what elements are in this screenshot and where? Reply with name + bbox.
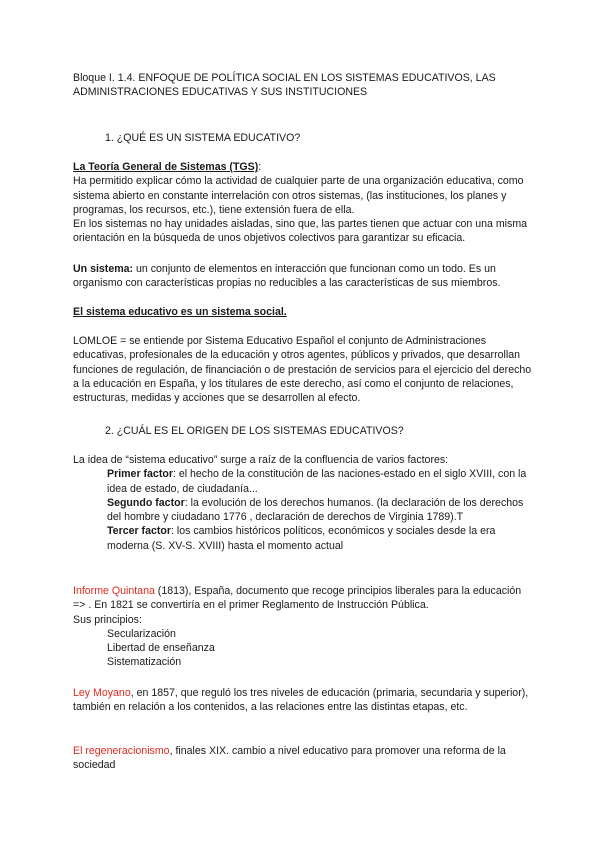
origen-block [73, 453, 533, 553]
factor-1-label: Primer factor [107, 468, 173, 481]
page-title [73, 71, 543, 100]
principio-3: Sistematización [107, 656, 182, 669]
regen-label: El regeneracionismo [73, 745, 170, 757]
tgs-colon: : [258, 161, 262, 173]
principio-1: Secularización [107, 627, 176, 640]
quintana-label: Informe Quintana [73, 585, 155, 597]
factor-3-label: Tercer factor [107, 525, 171, 538]
title-line-1: Bloque I. 1.4. ENFOQUE DE POLÍTICA SOCIAL EN LOS SISTEMAS EDUCATIVOS, LAS [73, 72, 496, 84]
origen-intro: La idea de “sistema educativo” surge a raíz de la confluencia de varios factores: [73, 454, 449, 466]
quintana-text: (1813), España, documento que recoge principios liberales para la educación => . En 1821 se convertiría en el primer Reglamento de Instrucción Pública. [73, 585, 522, 612]
principio-2: Libertad de enseñanza [107, 642, 215, 655]
tgs-heading: La Teoría General de Sistemas (TGS) [73, 161, 259, 173]
sistema-text: un conjunto de elementos en interacción que funcionan como un todo. Es un organismo con características propias no reducibles a las características de sus miembros. [73, 263, 501, 290]
lomloe-paragraph: LOMLOE = se entiende por Sistema Educativo Español el conjunto de Administraciones educativas, profesionales de la educación y otros agentes, públicos y privados, que desarrollan funciones de regulación, de financiación o de prestación de servicios para el ejercicio del derecho a la educación en España, y los titulares de este derecho, así como el conjunto de relaciones, estructuras, medidas y acciones que se desarrollen al efecto. [73, 335, 532, 405]
section-heading-1: 1. ¿QUÉ ES UN SISTEMA EDUCATIVO? [105, 132, 301, 144]
moyano-text: , en 1857, que reguló los tres niveles de educación (primaria, secundaria y superior), también en relación a los contenidos, a las relaciones entre las distintas etapas, etc. [73, 687, 529, 714]
factor-1-text: : el hecho de la constitución de las naciones-estado en el siglo XVIII, con la idea de estado, de ciudadanía... [107, 468, 527, 495]
factor-2 [73, 496, 533, 525]
moyano-label: Ley Moyano [73, 687, 131, 699]
tgs-heading-line [73, 160, 533, 174]
factor-3-text: : los cambios históricos políticos, económicos y sociales desde la era moderna (S. XV-S. XVIII) hasta el momento actual [107, 525, 496, 552]
quintana-block [73, 584, 533, 670]
social-heading: El sistema educativo es un sistema social. [73, 306, 287, 318]
principios-label: Sus principios: [73, 613, 142, 626]
sistema-definition [73, 262, 533, 291]
factor-1 [73, 467, 533, 496]
regen-text: , finales XIX. cambio a nivel educativo para promover una reforma de la sociedad [73, 745, 506, 772]
section-heading-2: 2. ¿CUÁL ES EL ORIGEN DE LOS SISTEMAS EDUCATIVOS? [105, 425, 404, 437]
regen-block [73, 744, 533, 773]
social-heading-block [73, 305, 533, 319]
tgs-block [73, 160, 533, 246]
tgs-paragraph-1: Ha permitido explicar cómo la actividad de cualquier parte de una organización educativa, como sistema abierto en constante interrelación con otros sistemas, (las instituciones, los planes y programas, los recursos, etc.), tiene extensión fuera de ella. [73, 175, 524, 216]
sistema-label: Un sistema: [73, 263, 134, 275]
factor-3 [73, 524, 533, 553]
title-line-2: ADMINISTRACIONES EDUCATIVAS Y SUS INSTITUCIONES [73, 86, 368, 99]
moyano-block [73, 686, 533, 715]
factor-2-text: : la evolución de los derechos humanos. (la declaración de los derechos del hombre y ciudadano 1776 , declaración de derechos de Virginia 1789).T [107, 496, 524, 524]
factor-2-label: Segundo factor [107, 496, 185, 509]
tgs-paragraph-2: En los sistemas no hay unidades aisladas, sino que, las partes tienen que actuar con una misma orientación en la búsqueda de unos objetivos colectivos para garantizar su eficacia. [73, 218, 528, 245]
